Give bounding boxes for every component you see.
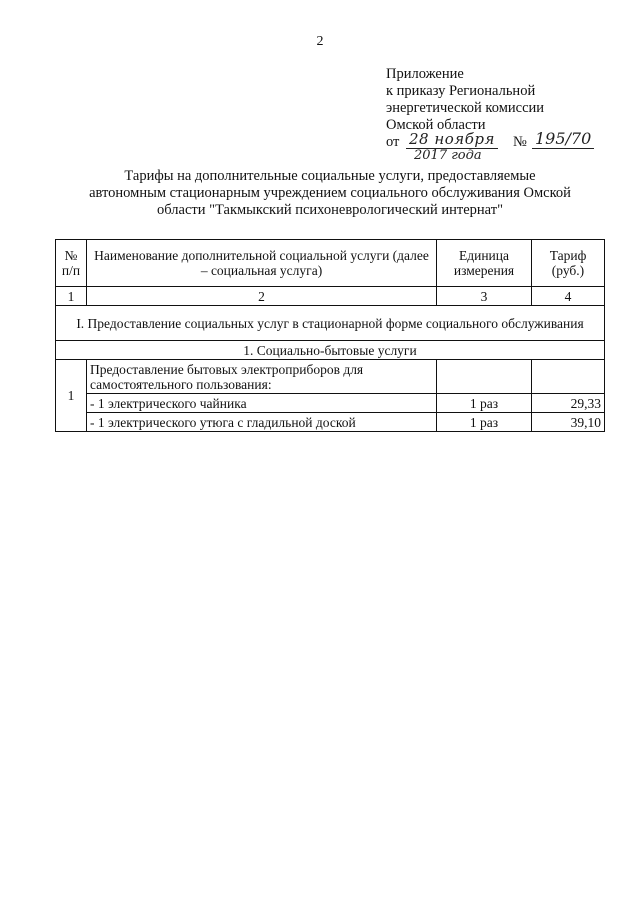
- table-row: [56, 394, 605, 413]
- column-number: 1: [56, 287, 87, 306]
- handwritten-number: 195/70: [532, 130, 594, 149]
- handwritten-date: 28 ноября: [406, 131, 498, 149]
- service-unit: 1 раз: [437, 394, 532, 413]
- annex-line: Омской области: [386, 117, 486, 133]
- annex-block: [386, 66, 592, 163]
- item-name: Предоставление бытовых электроприборов для самостоятельного пользования:: [87, 360, 437, 394]
- table-row: [56, 360, 605, 394]
- service-tariff: 29,33: [532, 394, 605, 413]
- column-number: 4: [532, 287, 605, 306]
- handwritten-year: 2017 года: [414, 148, 482, 163]
- column-number: 2: [87, 287, 437, 306]
- header-row: [56, 240, 605, 287]
- service-name: - 1 электрического чайника: [87, 394, 437, 413]
- section-row: [56, 306, 605, 341]
- tariff-table: [55, 239, 605, 432]
- page-number: 2: [316, 34, 324, 49]
- empty-cell: [437, 360, 532, 394]
- subsection-row: [56, 341, 605, 360]
- header-num: № п/п: [56, 240, 87, 287]
- title-line: Тарифы на дополнительные социальные услуги, предоставляемые: [124, 168, 536, 184]
- service-tariff: 39,10: [532, 413, 605, 432]
- number-label: №: [513, 134, 527, 150]
- header-unit: Единица измерения: [437, 240, 532, 287]
- document-title: [60, 168, 600, 219]
- annex-date-line: [386, 129, 592, 163]
- item-number: 1: [56, 360, 87, 432]
- section-title: I. Предоставление социальных услуг в стационарной форме социального обслуживания: [56, 306, 605, 341]
- table-row: [56, 413, 605, 432]
- title-line: области "Такмыкский психоневрологический интернат": [157, 202, 503, 218]
- header-tariff: Тариф (руб.): [532, 240, 605, 287]
- annex-line: энергетической комиссии: [386, 100, 545, 116]
- column-number-row: [56, 287, 605, 306]
- annex-line: к приказу Региональной: [386, 83, 536, 99]
- title-line: автономным стационарным учреждением социального обслуживания Омской: [89, 185, 571, 201]
- column-number: 3: [437, 287, 532, 306]
- header-name: Наименование дополнительной социальной услуги (далее – социальная услуга): [87, 240, 437, 287]
- annex-line: Приложение: [386, 66, 464, 82]
- empty-cell: [532, 360, 605, 394]
- service-unit: 1 раз: [437, 413, 532, 432]
- service-name: - 1 электрического утюга с гладильной доской: [87, 413, 437, 432]
- from-label: от: [386, 134, 400, 150]
- subsection-title: 1. Социально-бытовые услуги: [56, 341, 605, 360]
